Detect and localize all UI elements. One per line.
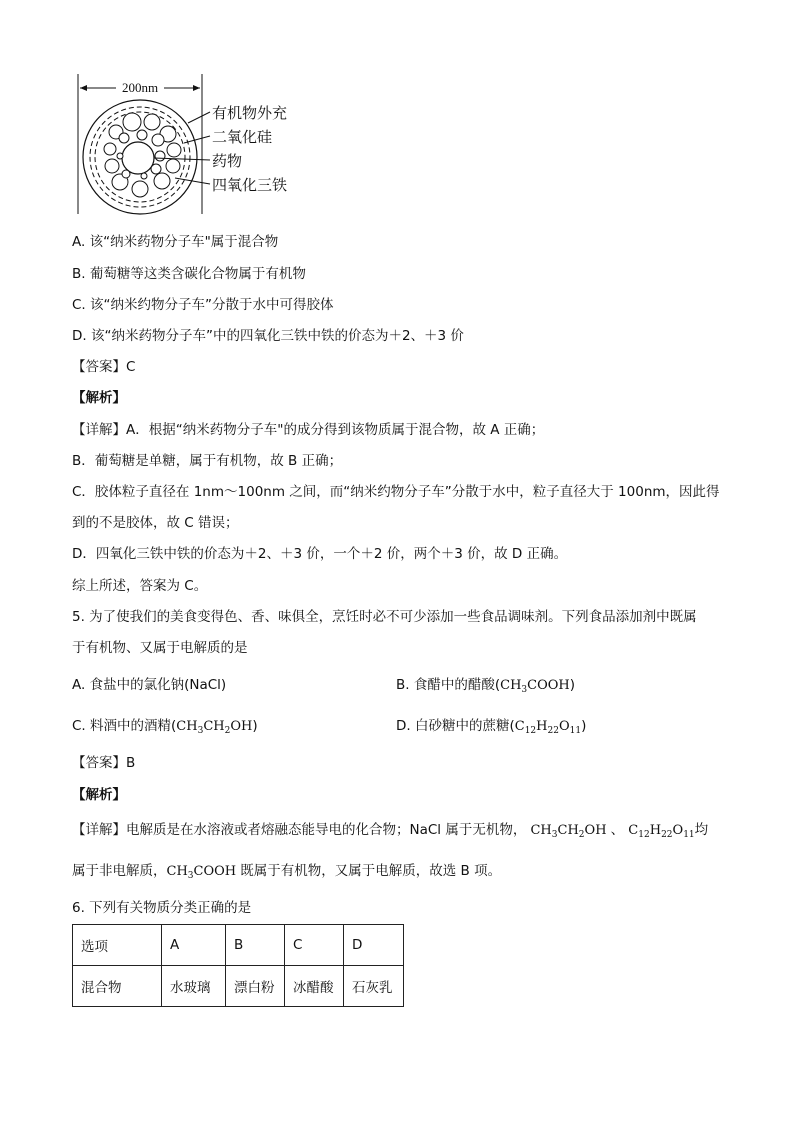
q5-option-c: C. 料酒中的酒精$(CH_3CH_2OH)$	[72, 718, 258, 736]
table-cell: 漂白粉	[226, 966, 285, 1007]
table-row	[73, 966, 404, 1007]
q4-detail-line-3: C．胶体粒子直径在 1nm～100nm 之间，而“纳米约物分子车”分散于水中，粒子直径大于 100nm，因此得	[72, 484, 720, 500]
q5-stem-line-1: 5. 为了使我们的美食变得色、香、味俱全，烹饪时必不可少添加一些食品调味剂。下列食品添加剂中既属	[72, 609, 697, 625]
table-cell: 冰醋酸	[285, 966, 344, 1007]
q4-analysis-tag: 【解析】	[72, 390, 126, 406]
q6-classification-table	[72, 924, 404, 1007]
formula-sucrose: $C_{12}H_{22}O_{11}$	[514, 719, 582, 736]
q5-detail-line-2: 属于非电解质，$CH_3COOH$ 既属于有机物，又属于电解质，故选 B 项。	[72, 863, 502, 881]
q4-option-b: B. 葡萄糖等这类含碳化合物属于有机物	[72, 266, 306, 282]
table-cell: 石灰乳	[344, 966, 404, 1007]
q5-detail-line-1: 【详解】电解质是在水溶液或者熔融态能导电的化合物；NaCl 属于无机物， $CH_3CH_2OH$ 、 $C_{12}H_{22}O_{11}$均	[72, 822, 709, 840]
arrow-head-right	[193, 85, 200, 91]
leader-organic	[188, 112, 210, 123]
label-fe3o4: 四氧化三铁	[212, 176, 288, 194]
formula-ethanol-inline: $CH_3CH_2OH$	[526, 823, 611, 840]
q5-stem-line-2: 于有机物、又属于电解质的是	[72, 640, 248, 656]
q6-stem: 6. 下列有关物质分类正确的是	[72, 900, 252, 916]
table-cell: 水玻璃	[162, 966, 226, 1007]
q5-analysis-tag: 【解析】	[72, 787, 126, 803]
nanoparticle-diagram	[70, 70, 310, 220]
table-cell: 混合物	[73, 966, 162, 1007]
formula-acetic-acid: $CH_3COOH$	[500, 678, 570, 695]
label-organic-shell: 有机物外充	[212, 104, 288, 122]
q4-detail-line-6: 综上所述，答案为 C。	[72, 578, 208, 594]
formula-ethanol: $CH_3CH_2OH$	[176, 719, 253, 736]
q5-option-a: A. 食盐中的氯化钠(NaCl)	[72, 677, 227, 693]
table-header-cell: C	[285, 925, 344, 966]
q4-option-c: C. 该“纳米约物分子车”分散于水中可得胶体	[72, 297, 334, 313]
formula-acetic-acid-inline: $CH_3COOH$	[166, 864, 241, 881]
table-row	[73, 925, 404, 966]
leader-silica	[184, 136, 210, 143]
q4-detail-line-5: D．四氧化三铁中铁的价态为＋2、＋3 价，一个＋2 价，两个＋3 价，故 D 正确。	[72, 546, 568, 562]
q4-option-d: D. 该“纳米药物分子车”中的四氧化三铁中铁的价态为＋2、＋3 价	[72, 328, 464, 344]
drug-core-circle	[122, 142, 154, 174]
table-header-cell: A	[162, 925, 226, 966]
arrow-head-left	[80, 85, 87, 91]
label-silica: 二氧化硅	[212, 128, 273, 146]
table-header-cell: B	[226, 925, 285, 966]
q4-detail-line-2: B．葡萄糖是单糖，属于有机物，故 B 正确；	[72, 453, 343, 469]
q5-answer: 【答案】B	[72, 755, 136, 771]
q5-option-d: D. 白砂糖中的蔗糖$(C_{12}H_{22}O_{11})$	[396, 718, 587, 736]
q4-option-a: A. 该“纳米药物分子车"属于混合物	[72, 234, 279, 250]
formula-sucrose-inline: $C_{12}H_{22}O_{11}$	[624, 823, 695, 840]
width-label: 200nm	[121, 80, 159, 95]
q4-answer: 【答案】C	[72, 359, 136, 375]
q5-option-b: B. 食醋中的醋酸$(CH_3COOH)$	[396, 677, 576, 695]
table-header-cell: 选项	[73, 925, 162, 966]
q4-detail-line-4: 到的不是胶体，故 C 错误；	[72, 515, 239, 531]
table-header-cell: D	[344, 925, 404, 966]
label-drug: 药物	[212, 152, 243, 170]
q4-detail-line-1: 【详解】A．根据“纳米药物分子车"的成分得到该物质属于混合物，故 A 正确；	[72, 422, 545, 438]
